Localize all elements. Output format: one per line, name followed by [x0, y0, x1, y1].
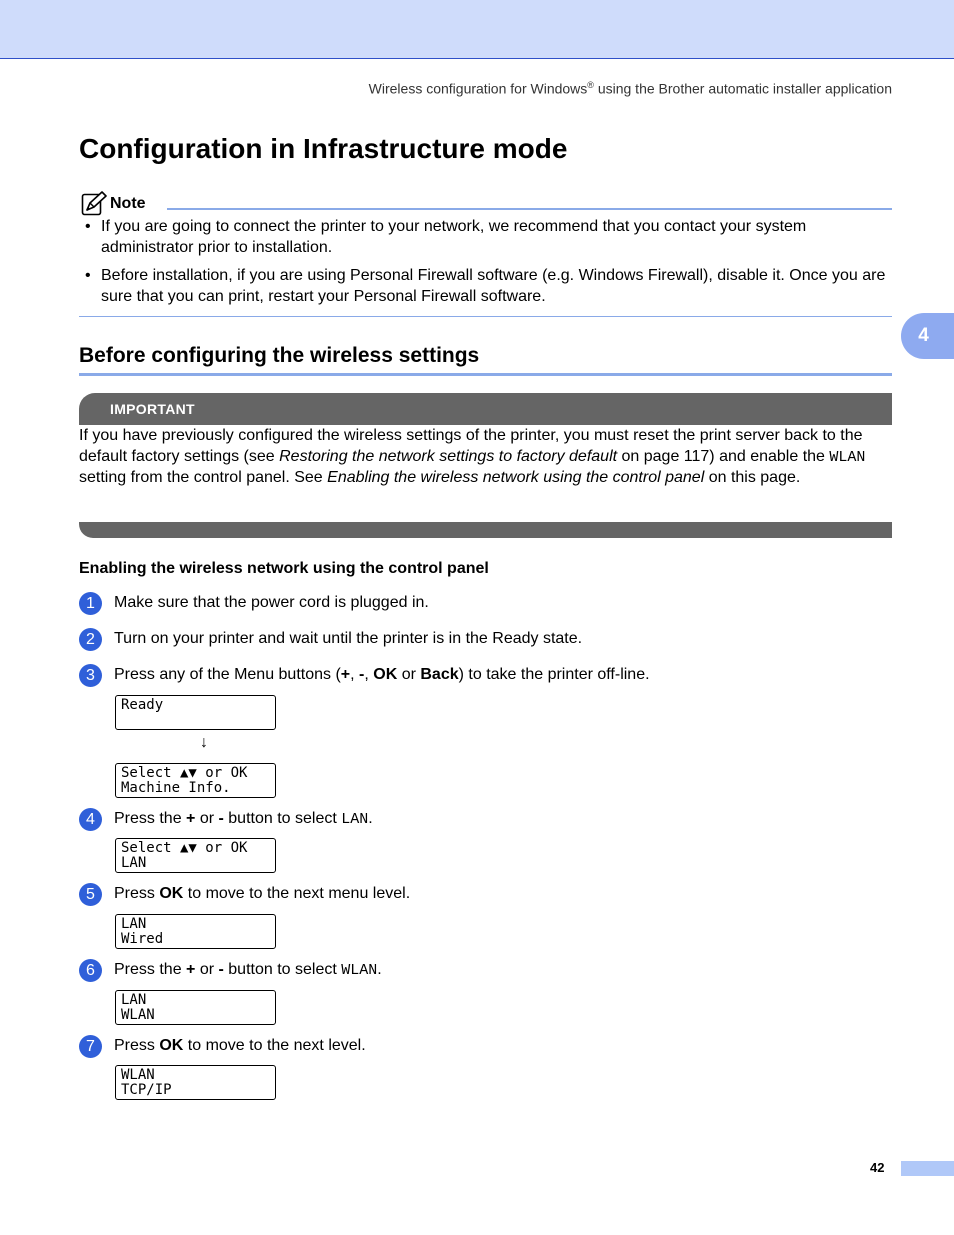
step-text: Press the + or - button to select LAN. [114, 810, 373, 828]
step-number-badge: 6 [79, 959, 102, 982]
list-item: • If you are going to connect the printer to your network, we recommend that you contact your system administrator prior to installation. [85, 218, 807, 256]
step-3 [79, 664, 892, 688]
lcd-display: LAN WLAN [115, 990, 276, 1025]
step-number-badge: 4 [79, 808, 102, 831]
important-header [79, 393, 892, 425]
lcd-display: Select ▲▼ or OK LAN [115, 838, 276, 873]
section-divider [79, 373, 892, 376]
note-bottom-rule [79, 316, 892, 317]
lcd-display: Ready [115, 695, 276, 730]
important-footer-bar [79, 522, 892, 538]
section-title: Before configuring the wireless settings [79, 344, 480, 367]
page-tab [901, 1161, 954, 1176]
step-number-badge: 7 [79, 1035, 102, 1058]
bullet: • [85, 218, 91, 235]
step-number-badge: 3 [79, 664, 102, 687]
lcd-display: LAN Wired [115, 914, 276, 949]
subsection-title: Enabling the wireless network using the control panel [79, 560, 489, 577]
note-header [81, 190, 892, 216]
important-body: If you have previously configured the wireless settings of the printer, you must reset the print server back to the default factory settings (see Restoring the network settings to factory default on page 117) and enable the WLAN setting from the control panel. See Enabling the wireless network using the control panel on this page. [79, 427, 866, 486]
note-label: Note [110, 195, 146, 212]
list-item: • Before installation, if you are using Personal Firewall software (e.g. Windows Firewall), disable it. Once you are sure that you can print, restart your Personal Firewall software. [85, 267, 886, 305]
step-text: Turn on your printer and wait until the printer is in the Ready state. [114, 630, 583, 647]
step-number-badge: 5 [79, 883, 102, 906]
step-text: Press OK to move to the next level. [114, 1037, 366, 1054]
page-title: Configuration in Infrastructure mode [79, 133, 568, 164]
down-arrow-icon: ↓ [200, 734, 208, 751]
step-5 [79, 883, 892, 907]
step-number-badge: 1 [79, 592, 102, 615]
bullet: • [85, 267, 91, 284]
note-list [79, 217, 892, 315]
chapter-tab: 4 [901, 313, 954, 359]
lcd-display: WLAN TCP/IP [115, 1065, 276, 1100]
step-7 [79, 1035, 892, 1059]
step-text: Press OK to move to the next menu level. [114, 885, 411, 902]
lcd-display: Select ▲▼ or OK Machine Info. [115, 763, 276, 798]
header-band [0, 0, 954, 59]
step-6 [79, 959, 892, 983]
running-header: Wireless configuration for Windows® using the Brother automatic installer application [368, 80, 892, 97]
cross-reference: Enabling the wireless network using the control panel [327, 469, 705, 486]
step-1 [79, 592, 892, 616]
important-label: IMPORTANT [110, 401, 195, 417]
step-4 [79, 808, 892, 832]
note-pencil-icon [81, 190, 107, 216]
note-divider [167, 208, 892, 210]
step-text: Press any of the Menu buttons (+, -, OK or Back) to take the printer off-line. [114, 666, 650, 683]
step-text: Make sure that the power cord is plugged in. [114, 594, 429, 611]
step-number-badge: 2 [79, 628, 102, 651]
page-number: 42 [870, 1160, 885, 1175]
step-text: Press the + or - button to select WLAN. [114, 961, 382, 979]
step-2 [79, 628, 892, 652]
cross-reference: Restoring the network settings to factory default [279, 447, 618, 465]
